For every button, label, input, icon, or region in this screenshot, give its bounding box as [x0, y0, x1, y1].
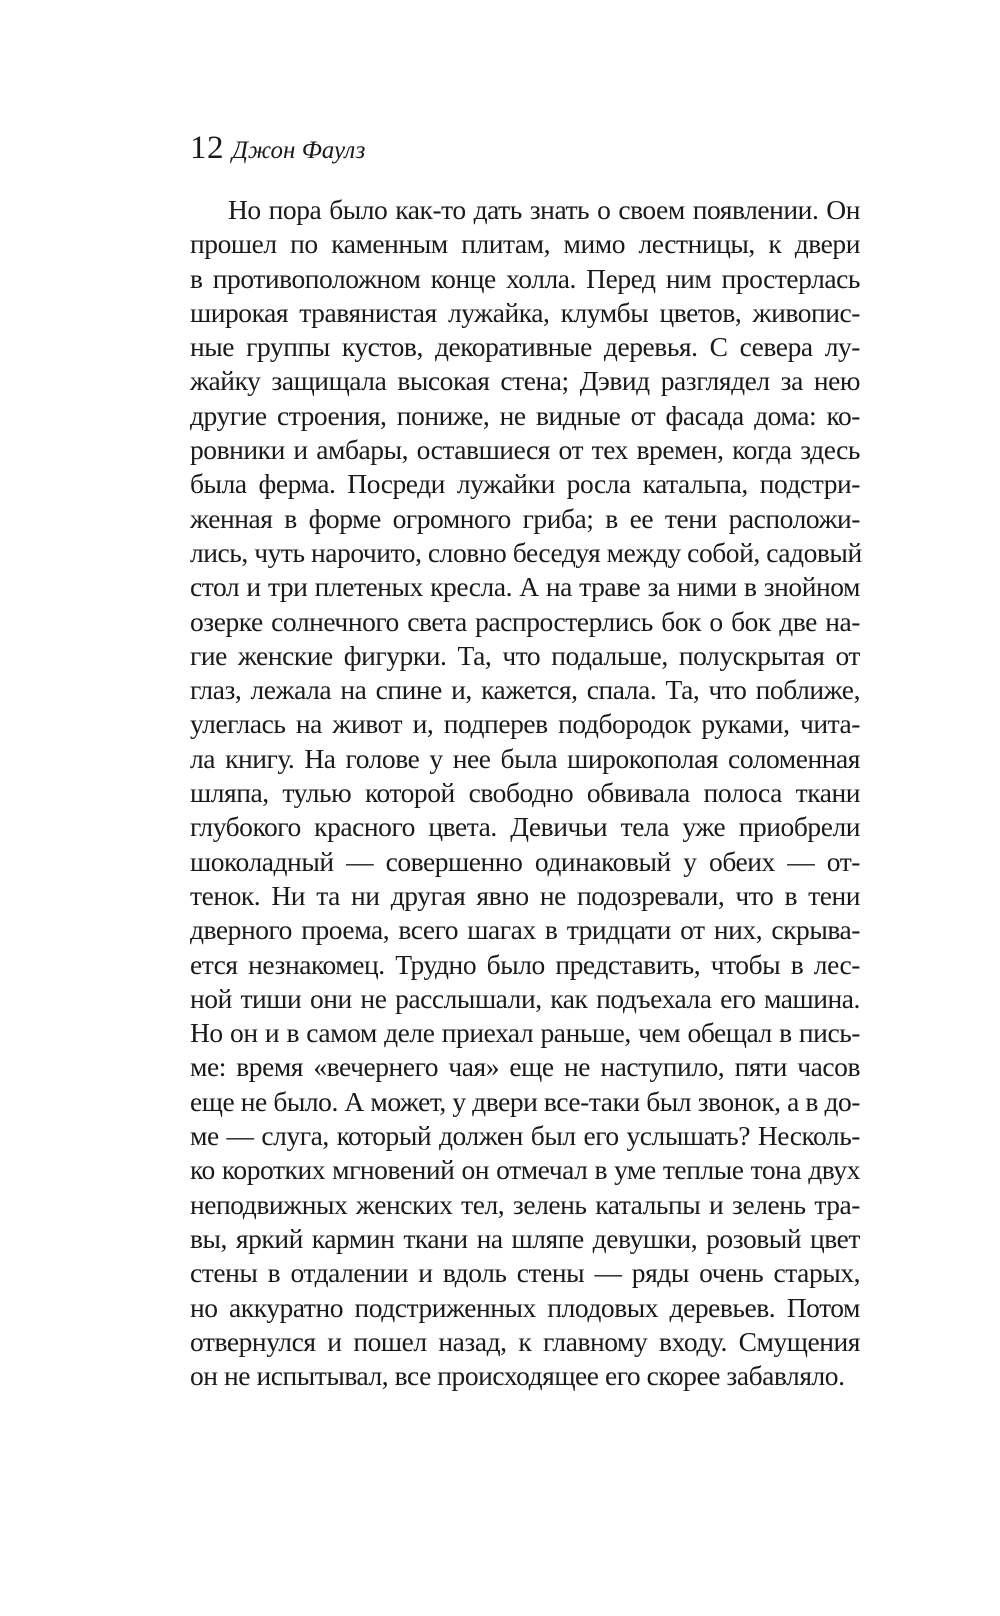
text-line: тенок. Ни та ни другая явно не подозревали, что в тени	[190, 879, 860, 911]
text-line: жайку защищала высокая стена; Дэвид разглядел за нею	[190, 365, 860, 397]
text-line: шляпа, тулью которой свободно обвивала полоса ткани	[190, 777, 860, 809]
text-line: ной тиши они не расслышали, как подъехала его машина.	[190, 982, 860, 1014]
text-line: ме: время «вечернего чая» еще не наступило, пяти часов	[190, 1051, 860, 1083]
page-number: 12	[190, 130, 224, 166]
text-line: прошел по каменным плитам, мимо лестницы, к двери	[190, 228, 860, 260]
running-header	[190, 128, 365, 168]
text-line: дверного проема, всего шагах в тридцати от них, скрыва-	[190, 914, 860, 946]
text-line: широкая травянистая лужайка, клумбы цветов, живопис-	[190, 296, 860, 328]
text-line: озерке солнечного света распростерлись бок о бок две на-	[190, 605, 860, 637]
text-line: ется незнакомец. Трудно было представить, чтобы в лес-	[190, 948, 860, 980]
text-line: женная в форме огромного гриба; в ее тени расположи-	[190, 502, 860, 534]
text-line: улеглась на живот и, подперев подбородок руками, чита-	[190, 708, 860, 740]
text-line: отвернулся и пошел назад, к главному входу. Смущения	[190, 1325, 860, 1357]
body-paragraph	[190, 193, 860, 1393]
text-line: глубокого красного цвета. Девичьи тела уже приобрели	[190, 811, 860, 843]
text-line: глаз, лежала на спине и, кажется, спала. Та, что поближе,	[190, 674, 860, 706]
text-line: ла книгу. На голове у нее была широкополая соломенная	[190, 742, 860, 774]
text-line: гие женские фигурки. Та, что подальше, полускрытая от	[190, 639, 860, 671]
text-line: Но пора было как-то дать знать о своем появлении. Он	[228, 194, 860, 225]
text-line: ные группы кустов, декоративные деревья. С севера лу-	[190, 331, 860, 363]
text-line: вы, яркий кармин ткани на шляпе девушки, розовый цвет	[190, 1222, 860, 1254]
text-line: еще не было. А может, у двери все-таки был звонок, а в до-	[190, 1085, 860, 1117]
author-name: Джон Фаулз	[232, 137, 366, 164]
text-line: но аккуратно подстриженных плодовых деревьев. Потом	[190, 1291, 860, 1323]
text-line: ме — слуга, который должен был его услышать? Несколь-	[190, 1120, 860, 1152]
text-line: неподвижных женских тел, зелень катальпы и зелень тра-	[190, 1188, 860, 1220]
text-line: в противоположном конце холла. Перед ним простерлась	[190, 262, 860, 294]
text-line: была ферма. Посреди лужайки росла катальпа, подстри-	[190, 468, 860, 500]
text-line: он не испытывал, все происходящее его скорее забавляло.	[190, 1360, 845, 1392]
text-line: стены в отдалении и вдоль стены — ряды очень старых,	[190, 1257, 860, 1289]
text-line: ко коротких мгновений он отмечал в уме теплые тона двух	[190, 1154, 860, 1186]
text-line: ровники и амбары, оставшиеся от тех времен, когда здесь	[190, 434, 860, 466]
text-line: другие строения, пониже, не видные от фасада дома: ко-	[190, 399, 860, 431]
text-line: Но он и в самом деле приехал раньше, чем обещал в пись-	[190, 1017, 860, 1049]
text-line: лись, чуть нарочито, словно беседуя между собой, садовый	[190, 536, 862, 568]
text-line: шоколадный — совершенно одинаковый у обеих — от-	[190, 845, 860, 877]
text-line: стол и три плетеных кресла. А на траве за ними в знойном	[190, 571, 860, 603]
